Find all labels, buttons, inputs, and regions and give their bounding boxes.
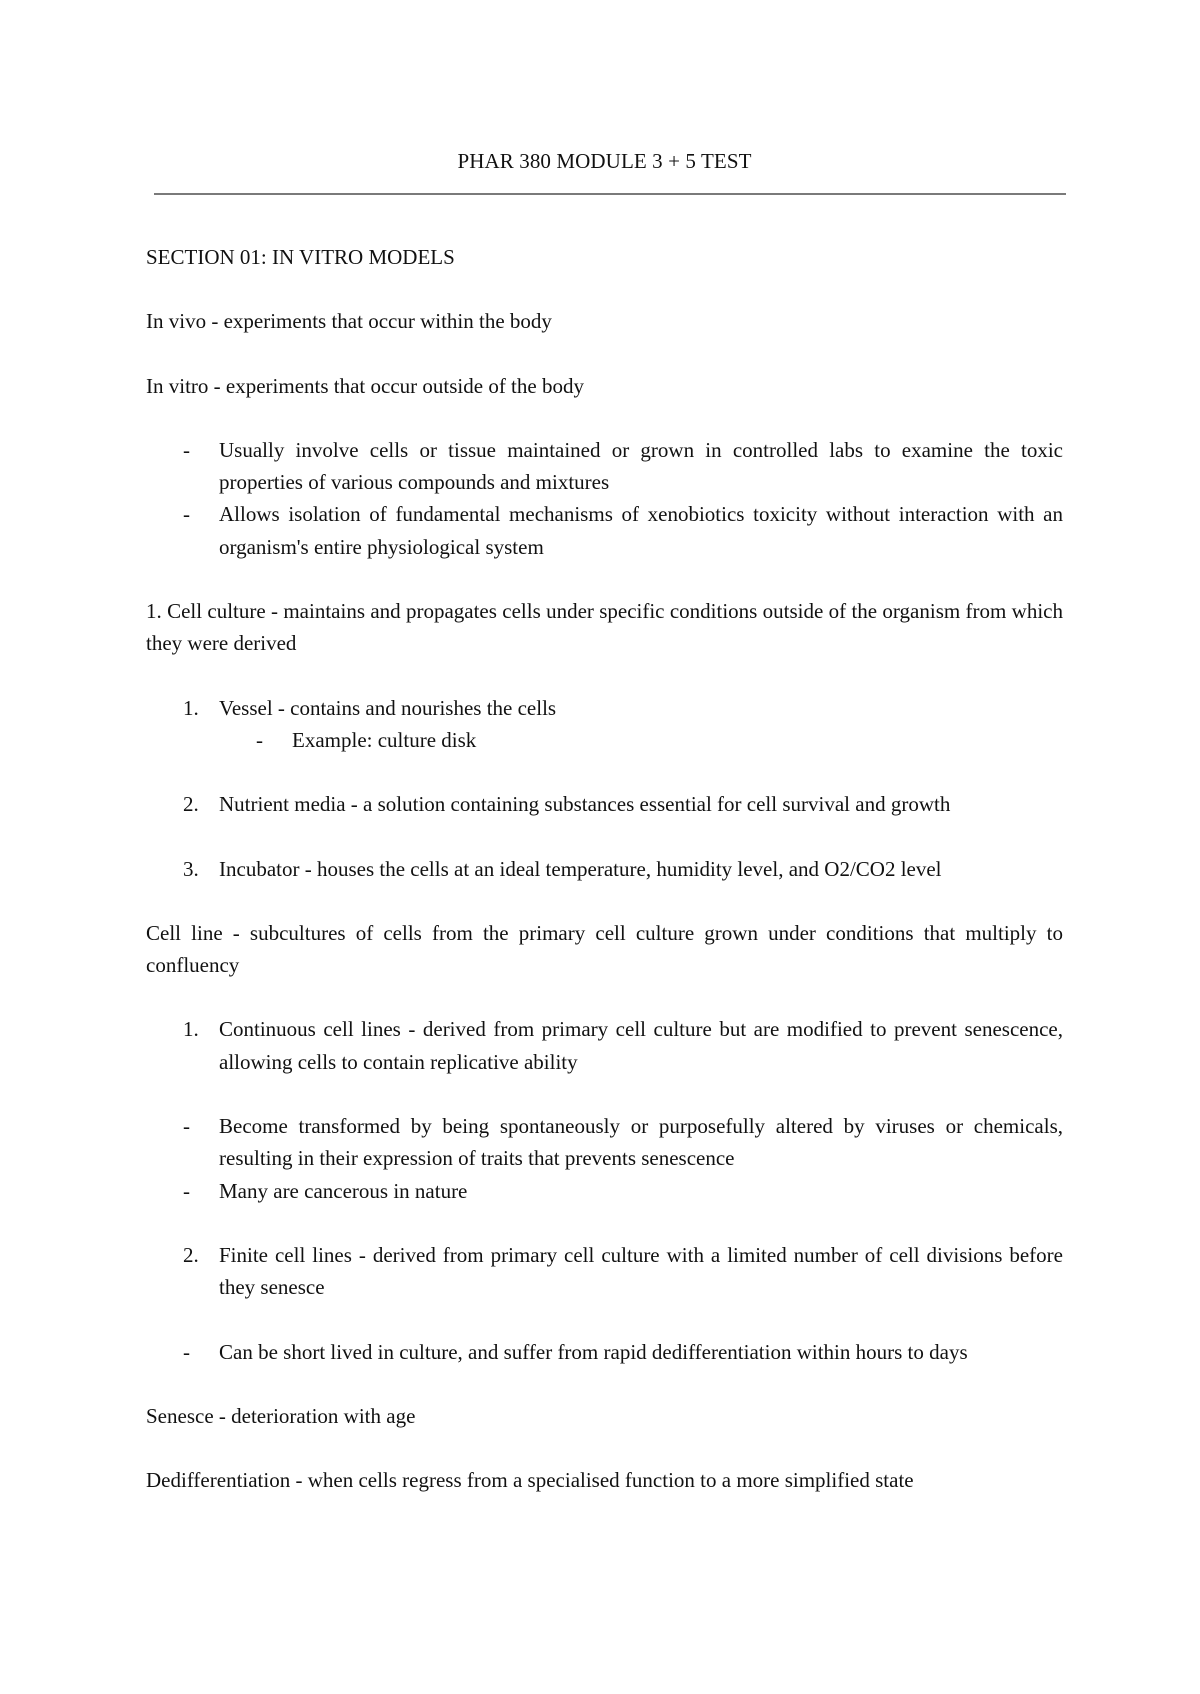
document-page [146, 0, 1063, 1496]
list-item [146, 1336, 1063, 1368]
in-vivo-definition: In vivo - experiments that occur within the body [146, 309, 552, 334]
list-item [146, 1110, 1063, 1175]
cell-culture-definition: 1. Cell culture - maintains and propagates cells under specific conditions outside of the organism from which they were derived [146, 599, 1063, 656]
sub-item-text: Example: culture disk [292, 727, 477, 752]
list-item [146, 1239, 1063, 1304]
item-text: Finite cell lines - derived from primary cell culture with a limited number of cell divisions before they senesce [219, 1242, 1063, 1300]
item-text: Nutrient media - a solution containing substances essential for cell survival and growth [219, 792, 951, 817]
list-item [146, 1013, 1063, 1078]
item-number: 2. [183, 1242, 199, 1267]
bullet-text: Usually involve cells or tissue maintained or grown in controlled labs to examine the toxic properties of various compounds and mixtures [219, 437, 1063, 495]
section-heading: SECTION 01: IN VITRO MODELS [146, 245, 455, 269]
bullet-dash: - [183, 1339, 190, 1364]
bullet-dash: - [183, 502, 190, 527]
bullet-text: Become transformed by being spontaneously or purposefully altered by viruses or chemicals, resulting in their expression of traits that prevents senescence [219, 1114, 1063, 1171]
list-item [146, 1175, 1063, 1207]
list-item [146, 788, 1063, 820]
list-item [146, 498, 1063, 563]
item-text: Incubator - houses the cells at an ideal temperature, humidity level, and O2/CO2 level [219, 856, 942, 881]
list-item [146, 692, 1063, 724]
list-item [146, 434, 1063, 499]
bullet-text: Can be short lived in culture, and suffer from rapid dedifferentiation within hours to days [219, 1339, 968, 1364]
bullet-text: Allows isolation of fundamental mechanisms of xenobiotics toxicity without interaction with an organism's entire physiological system [219, 502, 1063, 559]
bullet-dash: - [183, 1114, 190, 1139]
bullet-dash: - [183, 437, 190, 462]
component-list [146, 692, 1063, 885]
bullet-text: Many are cancerous in nature [219, 1178, 468, 1203]
item-number: 3. [183, 856, 199, 881]
list-item [146, 853, 1063, 885]
dedifferentiation-definition: Dedifferentiation - when cells regress from a specialised function to a more simplified state [146, 1468, 914, 1493]
cell-line-list [146, 1013, 1063, 1367]
item-text: Vessel - contains and nourishes the cells [219, 695, 557, 720]
in-vitro-definition: In vitro - experiments that occur outside of the body [146, 373, 584, 398]
senesce-definition: Senesce - deterioration with age [146, 1403, 416, 1428]
item-number: 2. [183, 792, 199, 817]
item-number: 1. [183, 1017, 199, 1042]
document-title: PHAR 380 MODULE 3 + 5 TEST [457, 149, 752, 173]
bullet-dash: - [183, 1178, 190, 1203]
bullet-dash: - [256, 727, 263, 752]
item-text: Continuous cell lines - derived from primary cell culture but are modified to prevent senescence, allowing cells to contain replicative ability [219, 1017, 1063, 1074]
title-divider [154, 193, 1066, 195]
in-vitro-bullet-list [146, 434, 1063, 563]
sub-list-item [146, 724, 1063, 756]
item-number: 1. [183, 695, 199, 720]
cell-line-definition: Cell line - subcultures of cells from the primary cell culture grown under conditions that multiply to confluency [146, 920, 1063, 978]
